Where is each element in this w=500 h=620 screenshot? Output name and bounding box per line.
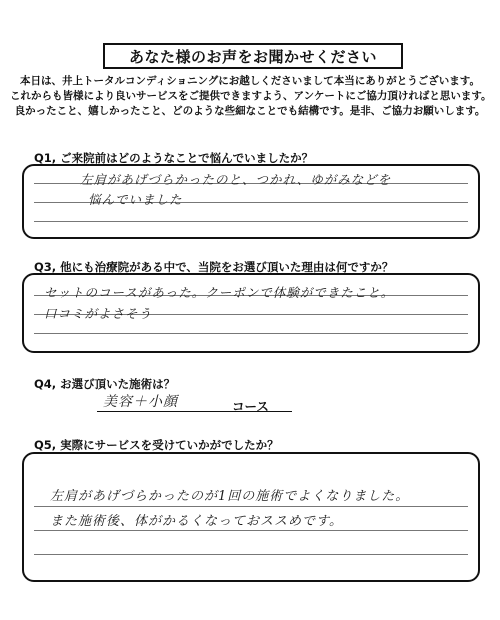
question-4: Q4, お選び頂いた施術は？ [34, 377, 176, 391]
intro-line: 良かったこと、嬉しかったこと、どのような些細なことでも結構です。是非、ご協力お願いします。 [14, 105, 486, 117]
page-title: あなた様のお声をお聞かせください [103, 43, 403, 69]
handwritten-answer-q1-line1: 左肩があげづらかったのと、つかれ、ゆがみなどを [80, 172, 392, 187]
handwritten-answer-q5-line1: 左肩があげづらかったのが1回の施術でよくなりました。 [50, 489, 410, 504]
handwritten-answer-q3-line2: 口コミがよさそう [44, 306, 153, 321]
answer-rule [34, 333, 468, 334]
handwritten-answer-q5-line2: また施術後、体がかるくなっておススめです。 [50, 514, 343, 529]
answer-rule [34, 554, 468, 555]
answer-rule [34, 221, 468, 222]
answer-rule [34, 530, 468, 531]
intro-line: これからも皆様により良いサービスをご提供できますよう、アンケートにご協力頂ければと思います。 [10, 90, 492, 102]
answer-rule [34, 506, 468, 507]
intro-text [10, 74, 490, 119]
handwritten-answer-q1-line2: 悩んでいました [88, 192, 183, 207]
intro-line: 本日は、井上トータルコンディショニングにお越しくださいまして本当にありがとうございます。 [20, 75, 480, 87]
handwritten-answer-q4: 美容＋小顔 [103, 394, 178, 410]
handwritten-answer-q3-line1: セットのコースがあった。クーポンで体験ができたこと。 [44, 285, 395, 300]
question-5: Q5, 実際にサービスを受けていかがでしたか？ [34, 438, 279, 452]
question-3: Q3, 他にも治療院がある中で、当院をお選び頂いた理由は何ですか？ [34, 260, 394, 274]
course-label: コース [232, 399, 269, 414]
question-1: Q1, ご来院前はどのようなことで悩んでいましたか？ [34, 151, 314, 165]
